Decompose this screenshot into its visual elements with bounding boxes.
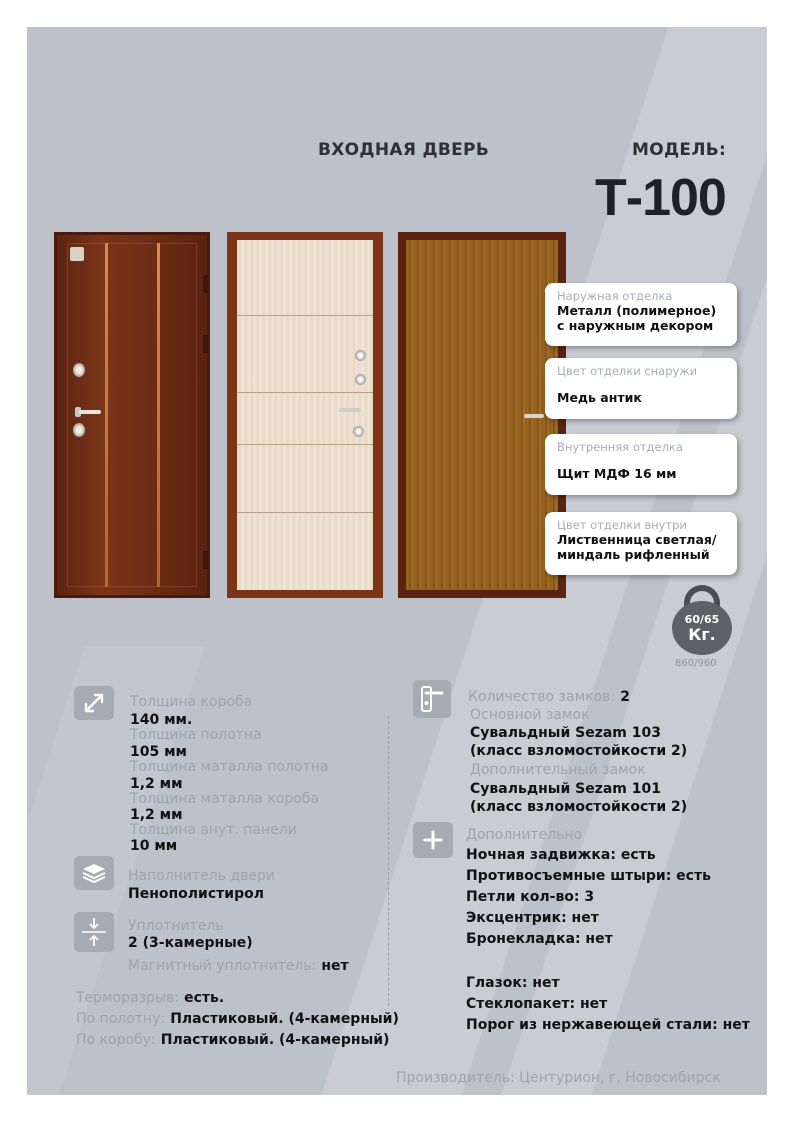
leaf-thickness-caption: Толщина полотна	[130, 727, 262, 743]
resize-arrows-icon	[74, 686, 114, 720]
seal-caption: Уплотнитель	[128, 918, 224, 934]
inner-finish-value: Щит МДФ 16 мм	[557, 466, 677, 481]
outer-color-callout	[545, 358, 737, 418]
weight-unit: Кг.	[688, 625, 716, 644]
magnetic-seal-value: нет	[321, 958, 349, 974]
inner-finish-caption: Внутренняя отделка	[557, 440, 683, 454]
box-thickness-caption: Толщина короба	[130, 694, 253, 710]
lock-knob-icon	[355, 374, 366, 385]
leaf-metal-value: 1,2 мм	[130, 776, 183, 792]
by-box-value: Пластиковый. (4-камерный)	[160, 1032, 390, 1048]
door-handle-icon	[79, 410, 101, 414]
locks-count-row	[468, 686, 630, 705]
plus-icon	[413, 822, 453, 858]
locks-count-value: 2	[620, 689, 630, 705]
model-label: МОДЕЛЬ:	[632, 140, 727, 160]
main-lock-value: Сувальдный Sezam 103	[470, 725, 661, 741]
box-metal-caption: Толщина маталла короба	[130, 791, 320, 807]
outer-color-caption: Цвет отделки снаружи	[557, 364, 698, 378]
inner-color-caption: Цвет отделки внутри	[557, 518, 687, 532]
main-lock-caption: Основной замок	[470, 707, 590, 723]
extra-lock-value: Сувальдный Sezam 101	[470, 781, 661, 797]
lock-knob-icon	[353, 426, 364, 437]
entrance-door-label: ВХОДНАЯ ДВЕРЬ	[318, 140, 490, 160]
box-thickness-value: 140 мм.	[130, 712, 193, 728]
door-dimensions: 860/960	[675, 658, 717, 669]
weight-icon	[672, 585, 732, 655]
additional-item: Бронекладка: нет	[466, 931, 613, 947]
column-divider	[388, 716, 389, 1006]
outer-finish-caption: Наружная отделка	[557, 289, 673, 303]
compress-seal-icon	[74, 912, 114, 952]
by-leaf-caption: По полотну:	[76, 1011, 166, 1027]
keyhole-icon	[73, 423, 85, 437]
additional-item: Ночная задвижка: есть	[466, 847, 656, 863]
main-lock-class: (класс взломостойкости 2)	[470, 743, 688, 759]
inner-color-callout	[545, 512, 737, 574]
brand-logo-icon	[70, 247, 84, 261]
by-leaf-row	[76, 1008, 399, 1027]
keyhole-icon	[73, 363, 85, 377]
locks-count-caption: Количество замков:	[468, 689, 616, 705]
magnetic-seal-row	[128, 955, 349, 974]
leaf-metal-caption: Толщина маталла полотна	[130, 759, 329, 775]
additional-item: Глазок: нет	[466, 975, 560, 991]
inner-panel-value: 10 мм	[130, 838, 178, 854]
thermal-break-row	[76, 987, 224, 1006]
door-lock-handle-icon	[413, 680, 451, 718]
inner-finish-callout	[545, 434, 737, 494]
door-exterior-image	[54, 232, 210, 598]
inner-color-value: Лиственница светлая/	[557, 532, 717, 547]
door-handle-icon	[524, 414, 544, 418]
additional-item: Порог из нержавеющей стали: нет	[466, 1017, 750, 1033]
seal-value: 2 (3-камерные)	[128, 935, 253, 951]
additional-item: Стеклопакет: нет	[466, 996, 608, 1012]
box-metal-value: 1,2 мм	[130, 807, 183, 823]
outer-finish-value: с наружным декором	[557, 318, 714, 333]
by-box-caption: По коробу:	[76, 1032, 156, 1048]
weight-value: 60/65	[684, 613, 720, 626]
lock-knob-icon	[355, 350, 366, 361]
magnetic-seal-caption: Магнитный уплотнитель:	[128, 958, 317, 974]
additional-item: Противосъемные штыри: есть	[466, 868, 711, 884]
by-box-row	[76, 1029, 389, 1048]
additional-caption: Дополнительно	[466, 827, 583, 843]
additional-item: Эксцентрик: нет	[466, 910, 599, 926]
filler-value: Пенополистирол	[128, 886, 264, 902]
thermal-break-value: есть.	[184, 990, 225, 1006]
additional-item: Петли кол-во: 3	[466, 889, 595, 905]
outer-color-value: Медь антик	[557, 390, 642, 405]
inner-color-value: миндаль рифленный	[557, 547, 710, 562]
door-handle-icon	[339, 408, 361, 412]
inner-panel-caption: Толщина внут. панели	[130, 822, 297, 838]
outer-finish-callout	[545, 283, 737, 345]
outer-finish-value: Металл (полимерное)	[557, 303, 717, 318]
extra-lock-caption: Дополнительный замок	[470, 762, 646, 778]
door-interior-oak-image	[398, 232, 566, 598]
filler-caption: Наполнитель двери	[128, 868, 275, 884]
manufacturer-footer: Производитель: Центурион, г. Новосибирск	[396, 1070, 721, 1086]
thermal-break-caption: Терморазрыв:	[76, 990, 179, 1006]
by-leaf-value: Пластиковый. (4-камерный)	[170, 1011, 399, 1027]
extra-lock-class: (класс взломостойкости 2)	[470, 799, 688, 815]
model-name: Т-100	[595, 169, 726, 227]
layers-icon	[74, 856, 114, 890]
leaf-thickness-value: 105 мм	[130, 744, 187, 760]
door-interior-light-image	[227, 232, 383, 598]
